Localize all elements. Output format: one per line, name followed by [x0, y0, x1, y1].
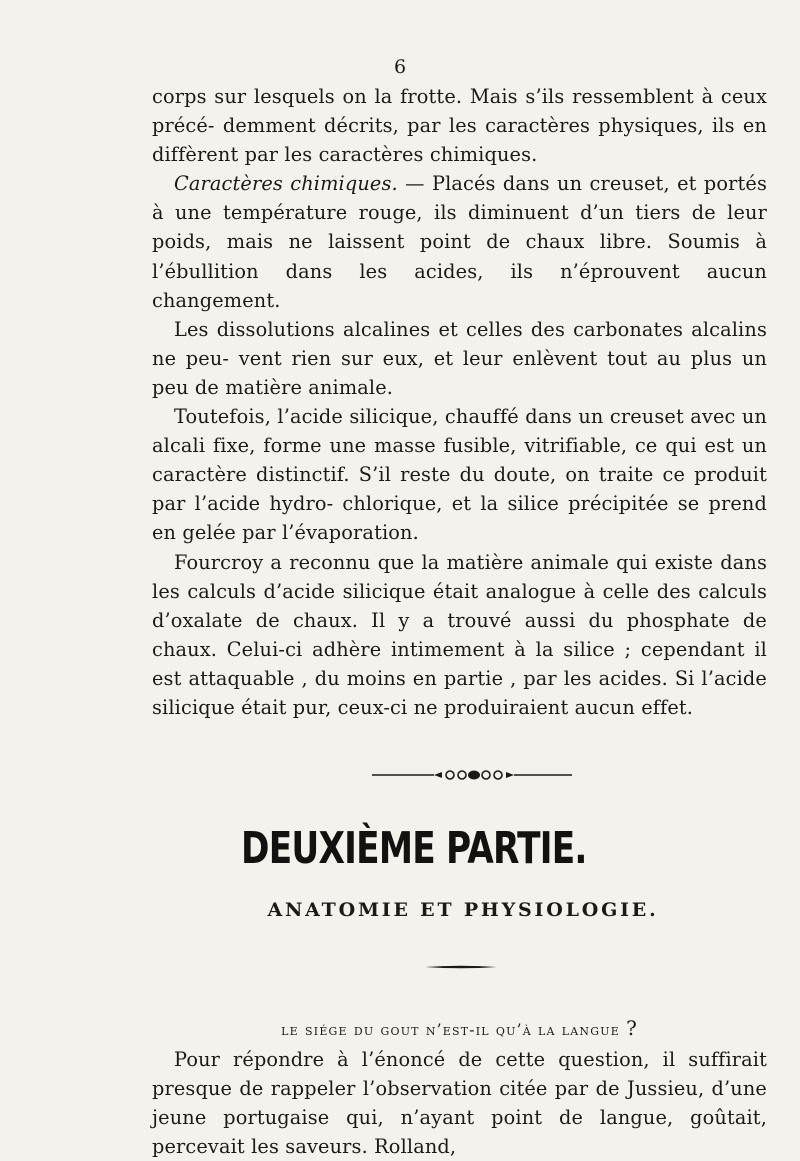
- ornamental-divider: [372, 768, 572, 782]
- page-number: 6: [393, 56, 407, 78]
- part-title: DEUXIÈME PARTIE.: [241, 823, 587, 874]
- section-question-text: le siége du gout n’est-il qu’à la langue: [281, 1021, 620, 1039]
- chemical-characters-text: — Placés dans un creuset, et portés à une température rouge, ils diminuent d’un tiers de leur poids, mais ne laissent point de chaux libre. Soumis à l’ébullition dans les acides, ils n’éprouvent aucun changement.: [152, 172, 768, 312]
- paragraph-silicic-acid: Toutefois, l’acide silicique, chauffé dans un creuset avec un alcali fixe, forme une masse fusible, vitrifiable, ce qui est un caractère distinctif. S’il reste du doute, on traite ce produit par l’acide hydro- chlorique, et la silice précipitée se prend en gelée par l’évaporation.: [152, 405, 767, 545]
- paragraph-jussieu: Pour répondre à l’énoncé de cette question, il suffirait presque de rappeler l’observation citée par de Jussieu, d’une jeune portugaise qui, n’ayant point de langue, goûtait, percevait les saveurs. Rolland,: [152, 1048, 767, 1159]
- paragraph-intro: corps sur lesquels on la frotte. Mais s’ils ressemblent à ceux précé- demment décrits, par les caractères physiques, ils en diffèrent par les caractères chimiques.: [152, 85, 767, 167]
- question-mark: ?: [626, 1016, 637, 1040]
- section-rule: [425, 965, 497, 969]
- chemical-characters-heading: Caractères chimiques.: [174, 172, 398, 196]
- paragraph-fourcroy: Fourcroy a reconnu que la matière animale qui existe dans les calculs d’acide silicique était analogue à celle des calculs d’oxalate de chaux. Il y a trouvé aussi du phosphate de chaux. Celui-ci adhère intimement à la silice ; cependant il est attaquable , du moins en partie , par les acides. Si l’acide silicique était pur, ceux-ci ne produiraient aucun effet.: [152, 550, 767, 719]
- part-subtitle: ANATOMIE ET PHYSIOLOGIE.: [267, 899, 659, 921]
- paragraph-alkaline-solutions: Les dissolutions alcalines et celles des carbonates alcalins ne peu- vent rien sur eux, et leur enlèvent tout au plus un peu de matière animale.: [152, 317, 767, 399]
- paragraph-chemical-characters: [152, 169, 767, 314]
- body-text: [152, 82, 767, 722]
- section-text: [152, 1045, 767, 1161]
- section-question: [0, 1017, 800, 1041]
